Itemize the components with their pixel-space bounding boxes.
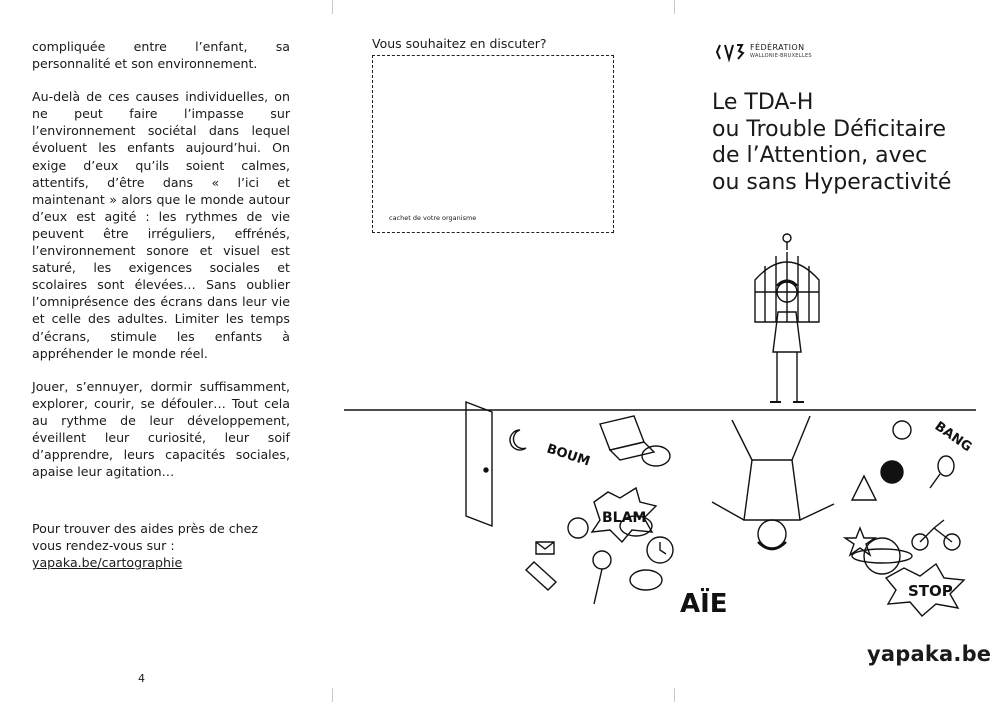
- envelope-icon: [536, 542, 554, 554]
- fold-mark-bottom-right: [674, 688, 675, 702]
- moon-icon: [510, 430, 526, 450]
- word-boum: BOUM: [544, 441, 592, 470]
- word-aie: AÏE: [680, 589, 728, 619]
- bomb-icon: [881, 461, 903, 483]
- lollipop-icon: [593, 551, 611, 569]
- title-line-3: de l’Attention, avec: [712, 143, 928, 168]
- word-bang: BANG: [931, 418, 975, 456]
- closing-paragraph: [32, 520, 290, 571]
- skull-icon: [893, 421, 911, 439]
- closing-text: Pour trouver des aides près de chez vous rendez-vous sur :: [32, 521, 258, 554]
- fold-mark-top-right: [674, 0, 675, 14]
- smiley-icon: [568, 518, 588, 538]
- federation-logo-icon: [716, 42, 746, 62]
- logo-subtitle: WALLONIE-BRUXELLES: [750, 53, 812, 59]
- word-stop: STOP: [908, 582, 953, 600]
- discussion-question: Vous souhaitez en discuter?: [372, 36, 547, 51]
- upside-down-figure-icon: [712, 416, 834, 549]
- rocket-icon: [526, 562, 556, 590]
- title-line-4: ou sans Hyperactivité: [712, 169, 952, 195]
- birdcage-icon: [755, 234, 819, 322]
- paragraph-3: Jouer, s’ennuyer, dormir suffisamment, explorer, courir, se défouler… Tout cela au rythme de leur développement, éveillent leur curiosité, leur soif d’apprendre, leurs capacités sociales, apaise leur agitation…: [32, 378, 290, 480]
- cartographie-link[interactable]: yapaka.be/cartographie: [32, 555, 183, 571]
- title-line-1: Le TDA-H: [712, 90, 814, 115]
- fold-mark-top-left: [332, 0, 333, 14]
- open-door-icon: [466, 402, 492, 526]
- paragraph-2: Au-delà de ces causes individuelles, on ne peut faire l’impasse sur l’environnement sociétal dans lequel évoluent les enfants aujourd’hui. On exige d’eux qu’ils soient calmes, attentifs, d’être dans « l’ici et maintenant » alors que le monde autour d’eux est agité : les rythmes de vie peuvent être irréguliers, effrénés, l’environnement sonore et visuel est saturé, les exigences sociales et scolaires sont élevées… Sans oublier l’omniprésence des écrans dans leur vie et celle des adultes. Limiter les temps d’écrans, stimule les enfants à appréhender le monde réel.: [32, 89, 290, 361]
- warning-sign-icon: [852, 476, 876, 500]
- federation-logo: [716, 42, 812, 62]
- cover-illustration: [340, 230, 980, 620]
- laptop-icon: [600, 416, 654, 460]
- planet-icon: [864, 538, 900, 574]
- fold-mark-bottom-left: [332, 688, 333, 702]
- bicycle-icon: [912, 520, 960, 550]
- brand-name: yapaka.be: [867, 642, 992, 666]
- speech-bubble-icon: [642, 446, 670, 466]
- tennis-racket-icon: [930, 456, 954, 488]
- logo-name: FÉDÉRATION: [750, 43, 805, 52]
- page-number: 4: [138, 672, 145, 685]
- left-page-body: [32, 38, 290, 588]
- paragraph-1: compliquée entre l’enfant, sa personnalité et son environnement.: [32, 39, 290, 72]
- title-line-2: ou Trouble Déficitaire: [712, 116, 947, 142]
- stamp-caption: cachet de votre organisme: [389, 214, 477, 222]
- word-blam: BLAM: [602, 510, 647, 526]
- cover-title: [712, 90, 982, 196]
- stamp-box: [372, 55, 614, 233]
